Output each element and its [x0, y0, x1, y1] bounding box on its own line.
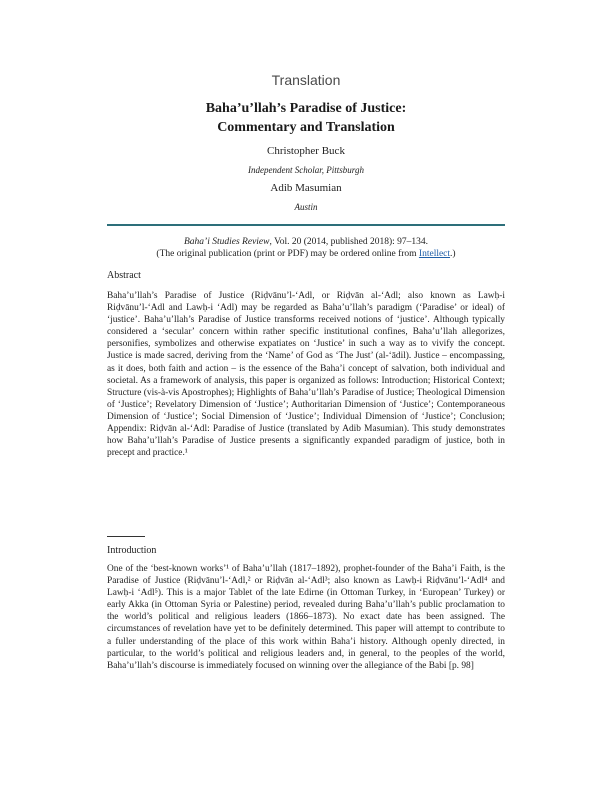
intellect-link[interactable]: Intellect [418, 249, 451, 259]
author-2: Adib Masumian [270, 182, 342, 194]
abstract-text: Baha’u’llah’s Paradise of Justice (Riḍvānu’l-‘Adl, or Riḍvān al-‘Adl; also known as Lawḥ-i Riḍvānu’l-‘Adl and Lawḥ-i ‘Adl) may be regarded as Baha’u’llah’s paradigm (‘Paradise’ or ideal) of ‘justice’. Baha’u’llah’s Paradise of Justice transforms received notions of ‘justice’. Although typically considered a ‘secular’ concern within rather specific institutional confines, Baha’u’llah allegorizes, personifies, symbolizes and otherwise expatiates on ‘Justice’ in such a way as to vivify the concept. Justice is made sacred, deriving from the ‘Name’ of God as ‘The Just’ (al-‘ādil). Justice – encompassing, as it does, both faith and action – is the essence of the Baha’i concept of salvation, both individual and societal. As a framework of analysis, this paper is organized as follows: Introduction; Historical Context; Structure (vis-à-vis Apostrophes); Highlights of Baha’u’llah’s Paradise of Justice; Theological Dimension of ‘Justice’; Revelatory Dimension of ‘Justice’; Authoritarian Dimension of ‘Justice’; Contemporaneous Dimension of ‘Justice’; Social Dimension of ‘Justice’; Individual Dimension of ‘Justice’; Conclusion; Appendix: Riḍvān al-‘Adl: Paradise of Justice (translated by Adib Masumian). This study demonstrates how Baha’u’llah’s Paradise of Justice presents a significantly expanded paradigm of justice, both in precept and practice.¹ [107, 291, 505, 459]
citation-line-2 [0, 248, 612, 260]
citation-details: , Vol. 20 (2014, published 2018): 97–134. [269, 237, 428, 247]
citation-prefix: (The original publication (print or PDF) may be ordered online from [156, 249, 419, 259]
author-1: Christopher Buck [267, 145, 345, 157]
affiliation-2: Austin [294, 202, 318, 212]
abstract-heading: Abstract [107, 270, 141, 281]
introduction-text: One of the ‘best-known works’¹ of Baha’u’llah (1817–1892), prophet-founder of the Baha’i Faith, is the Paradise of Justice (Riḍvānu’l-‘Adl,² or Riḍvān al-‘Adl³; also known as Lawḥ-i Riḍvānu’l-‘Adl⁴ and Lawḥ-i ‘Adl⁵). This is a major Tablet of the late Edirne (in Ottoman Turkey, in ‘European’ Turkey) or early Akka (in Ottoman Syria or Palestine) period, revealed during Baha’u’llah’s public proclamation to the world’s political and religious leaders (1866–1873). No exact date has been assigned. The circumstances of revelation have yet to be definitely determined. This paper will attempt to contribute to a fuller understanding of the place of this work within Baha’i history. Although openly directed, in particular, to the world’s political and religious leaders and, in general, to the peoples of the world, Baha’u’llah’s discourse is immediately focused on winning over the allegiance of the Babi [p. 98] [107, 564, 505, 671]
citation-suffix: .) [450, 249, 456, 259]
title-line-1: Baha’u’llah’s Paradise of Justice: [205, 101, 407, 116]
section-label: Translation [271, 72, 341, 88]
journal-name: Baha’i Studies Review [184, 237, 270, 247]
citation-line-1 [0, 236, 612, 248]
affiliation-1: Independent Scholar, Pittsburgh [248, 165, 364, 175]
divider-rule [107, 224, 505, 226]
section-separator [107, 536, 145, 537]
article-title [0, 99, 612, 137]
citation [0, 236, 612, 260]
title-line-2: Commentary and Translation [217, 120, 395, 135]
introduction-heading: Introduction [107, 545, 157, 556]
